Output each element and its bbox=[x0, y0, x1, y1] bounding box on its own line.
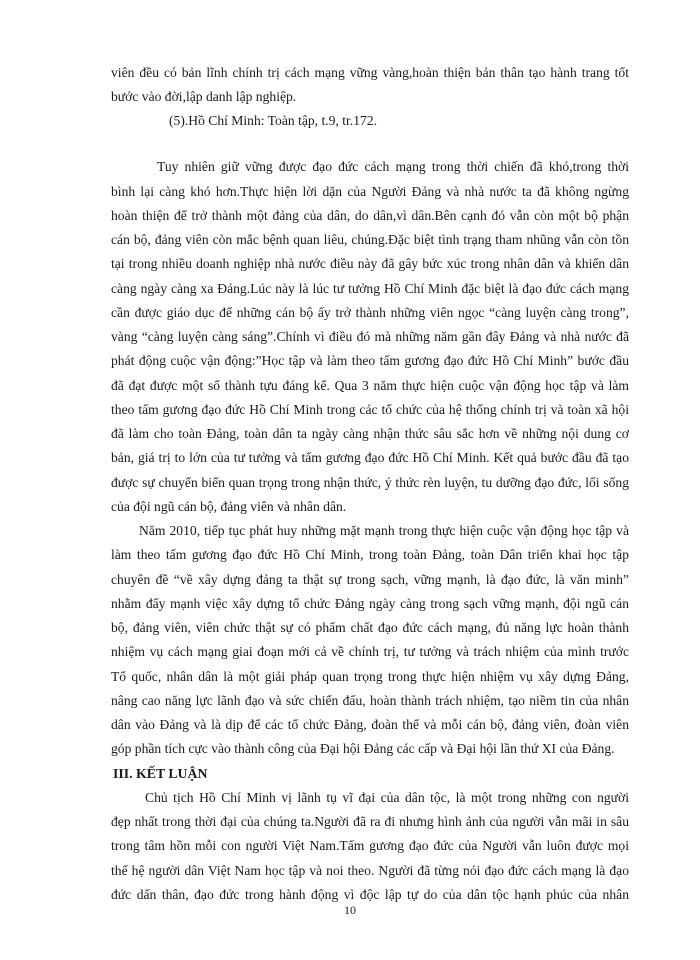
text-line: bước vào đời,lập danh lập nghiệp. bbox=[111, 89, 297, 104]
text-line: nhằm đẩy mạnh việc xây dựng tổ chức Đảng ngày càng trong sạch vững mạnh, đội ngũ cán bbox=[111, 596, 629, 611]
text-line: phát động cuộc vận động:”Học tập và làm theo tấm gương đạo đức Hồ Chí Minh” bước đầu bbox=[111, 353, 629, 368]
text-line: cần được giáo dục để những cán bộ ấy trở thành những viên ngọc “càng luyện càng trong”, bbox=[111, 305, 629, 320]
text-line: dân vào Đảng và là dịp để các tổ chức Đảng, đoàn thể và mỗi cán bộ, đảng viên, đoàn viên bbox=[111, 717, 629, 732]
text-line: Tuy nhiên giữ vững được đạo đức cách mạng trong thời chiến đã khó,trong thời bbox=[157, 159, 629, 174]
text-line: viên đều có bản lĩnh chính trị cách mạng vững vàng,hoàn thiện bản thân tạo hành trang tốt bbox=[111, 65, 629, 80]
text-line: góp phần tích cực vào thành công của Đại hội Đảng các cấp và Đại hội lần thứ XI của Đảng. bbox=[111, 741, 615, 756]
text-line: theo tấm gương đạo đức Hồ Chí Minh trong các tổ chức của hệ thống chính trị và toàn xã hội bbox=[111, 402, 629, 417]
text-line: trong tâm hồn mỗi con người Việt Nam.Tấm gương đạo đức của Người vẫn luôn được mọi bbox=[111, 838, 629, 853]
text-line: Chủ tịch Hồ Chí Minh vị lãnh tụ vĩ đại của dân tộc, là một trong những con người bbox=[145, 790, 629, 805]
text-line: của đội ngũ cán bộ, đảng viên và nhân dân. bbox=[111, 499, 347, 514]
text-line: đã đạt được một số thành tựu đáng kể. Qua 3 năm thực hiện cuộc vận động học tập và làm bbox=[111, 378, 629, 393]
text-line: cán bộ, đảng viên còn mắc bệnh quan liêu, chúng.Đặc biệt tình trạng tham nhũng vẫn còn tồn bbox=[111, 232, 629, 247]
text-line: được sự chuyển biến quan trọng trong nhận thức, ý thức rèn luyện, tu dưỡng đạo đức, lối sống bbox=[111, 475, 629, 490]
text-line: hoàn thiện để trở thành một đảng của dân, do dân,vì dân.Bên cạnh đó vẫn còn một bộ phận bbox=[111, 208, 629, 223]
text-line: bình lại càng khó hơn.Thực hiện lời dặn của Người Đảng và nhà nước ta đã không ngừng bbox=[111, 184, 629, 199]
citation: (5).Hồ Chí Minh: Toàn tập, t.9, tr.172. bbox=[169, 113, 377, 128]
text-line: đã làm cho toàn Đảng, toàn dân ta ngày càng nhận thức sâu sắc hơn về những nội dung cơ bbox=[111, 426, 629, 441]
text-line: làm theo tấm gương đạo đức Hồ Chí Minh, trong toàn Đảng, toàn Dân triển khai học tập bbox=[111, 547, 629, 562]
text-line: bộ, đảng viên, viên chức thật sự có phẩm chất đạo đức cách mạng, đủ năng lực hoàn thành bbox=[111, 620, 629, 635]
page-number: 10 bbox=[344, 903, 356, 917]
text-line: nhiệm vụ cách mạng giai đoạn mới cả về chính trị, tư tưởng và trách nhiệm của mình trước bbox=[111, 644, 629, 659]
text-line: Năm 2010, tiếp tục phát huy những mặt mạnh trong thực hiện cuộc vận động học tập và bbox=[139, 523, 629, 538]
text-line: vàng “càng luyện càng sáng”.Chính vì điều đó mà những năm gần đây Đảng và nhà nước đã bbox=[111, 329, 629, 344]
text-line: bản, giá trị to lớn của tư tưởng và tấm gương đạo đức Hồ Chí Minh. Kết quả bước đầu đã tạo bbox=[111, 450, 629, 465]
text-line: thế hệ người dân Việt Nam học tập và noi theo. Người đã từng nói đạo đức cách mạng là đạo bbox=[111, 863, 629, 878]
text-line: chuyên đề “về xây dựng đảng ta thật sự trong sạch, vững mạnh, là đạo đức, là văn minh” bbox=[111, 572, 629, 587]
text-line: đức dấn thân, đạo đức trong hành động vì độc lập tự do của dân tộc hạnh phúc của nhân bbox=[111, 887, 629, 902]
text-line: càng ngày càng xa Đảng.Lúc này là lúc tư tưởng Hồ Chí Minh đặc biệt là đạo đức cách mạng bbox=[111, 281, 629, 296]
section-heading: III. KẾT LUẬN bbox=[113, 766, 208, 781]
text-line: tại trong nhiều doanh nghiệp nhà nước điều này đã gây bức xúc trong nhân dân và khiến dân bbox=[111, 256, 629, 271]
text-line: nâng cao năng lực lãnh đạo và sức chiến đấu, hoàn thành trách nhiệm, tạo niềm tin của nhân bbox=[111, 693, 629, 708]
text-line: Tổ quốc, nhân dân là một giải pháp quan trọng trong thực hiện nhiệm vụ xây dựng Đảng, bbox=[111, 669, 629, 684]
text-line: đẹp nhất trong thời đại của chúng ta.Người đã ra đi nhưng hình ảnh của người vẫn mãi in sâu bbox=[111, 814, 629, 829]
